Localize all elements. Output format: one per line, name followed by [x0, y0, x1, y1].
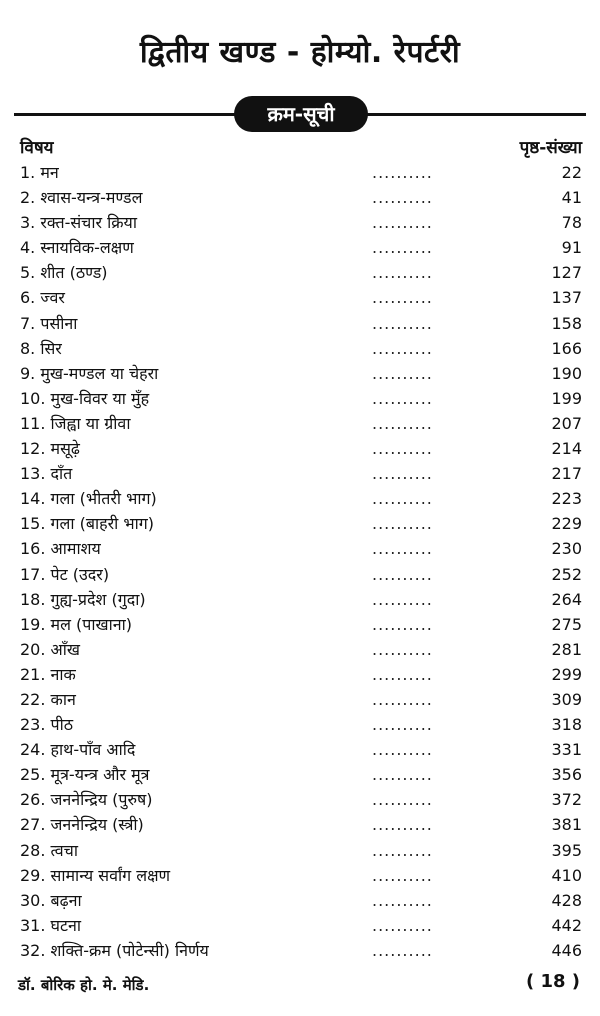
toc-entry-leader: ..........	[372, 890, 433, 910]
toc-entry-leader: ..........	[372, 539, 433, 559]
toc-entry-label: 8. सिर	[20, 338, 62, 358]
toc-entry	[0, 612, 600, 637]
toc-entry	[0, 260, 600, 285]
toc-entry-page: 207	[551, 413, 582, 433]
toc-entry	[0, 637, 600, 662]
toc-entry-page: 299	[551, 664, 582, 684]
toc-entry-leader: ..........	[372, 765, 433, 785]
toc-entry-page: 442	[551, 915, 582, 935]
toc-entry-page: 127	[551, 263, 582, 283]
toc-entry-page: 264	[551, 589, 582, 609]
toc-entry-page: 91	[561, 238, 582, 258]
toc-entry-leader: ..........	[372, 915, 433, 935]
toc-entry-leader: ..........	[372, 840, 433, 860]
book-title-footer: डॉ. बोरिक हो. मे. मेडि.	[18, 976, 150, 994]
toc-entry	[0, 361, 600, 386]
toc-entry-label: 26. जननेन्द्रिय (पुरुष)	[20, 790, 153, 810]
toc-entry-leader: ..........	[372, 564, 433, 584]
toc-entry	[0, 687, 600, 712]
toc-entry-page: 199	[551, 388, 582, 408]
toc-entry	[0, 511, 600, 536]
toc-entry-label: 30. बढ़ना	[20, 890, 82, 910]
toc-entry-label: 16. आमाशय	[20, 539, 101, 559]
section-title: द्वितीय खण्ड - होम्यो. रेपर्टरी	[139, 35, 461, 70]
toc-entry-page: 22	[561, 163, 582, 182]
toc-entry	[0, 311, 600, 336]
toc-entry-leader: ..........	[372, 213, 433, 233]
toc-entry	[0, 411, 600, 436]
toc-entry	[0, 536, 600, 561]
toc-entry-label: 23. पीठ	[20, 715, 74, 735]
toc-entry	[0, 913, 600, 938]
toc-entry-label: 11. जिह्वा या ग्रीवा	[20, 413, 131, 433]
toc-entry-page: 217	[551, 464, 582, 484]
toc-entry-leader: ..........	[372, 413, 433, 433]
toc-entry-label: 3. रक्त-संचार क्रिया	[20, 213, 137, 233]
toc-entry-leader: ..........	[372, 238, 433, 258]
subject-header: विषय	[20, 138, 54, 158]
toc-entry	[0, 185, 600, 210]
toc-entry-label: 9. मुख-मण्डल या चेहरा	[20, 363, 159, 383]
toc-entry	[0, 587, 600, 612]
toc-entry-label: 10. मुख-विवर या मुँह	[20, 388, 150, 408]
toc-entry-leader: ..........	[372, 865, 433, 885]
toc-entry-leader: ..........	[372, 815, 433, 835]
toc-entry-leader: ..........	[372, 464, 433, 484]
toc-entry-leader: ..........	[372, 338, 433, 358]
toc-entry	[0, 210, 600, 235]
toc-entry	[0, 235, 600, 260]
toc-entry	[0, 787, 600, 812]
toc-entry-label: 18. गुह्य-प्रदेश (गुदा)	[20, 589, 146, 609]
toc-entry-label: 24. हाथ-पाँव आदि	[20, 740, 136, 760]
toc-entry-leader: ..........	[372, 263, 433, 283]
toc-entry-label: 15. गला (बाहरी भाग)	[20, 514, 155, 534]
toc-entry-page: 223	[551, 489, 582, 509]
toc-entry-label: 21. नाक	[20, 664, 76, 684]
toc-entry-label: 5. शीत (ठण्ड)	[20, 263, 108, 283]
toc-entry	[0, 386, 600, 411]
toc-entry	[0, 762, 600, 787]
toc-entry-label: 27. जननेन्द्रिय (स्त्री)	[20, 815, 144, 835]
contents-badge: क्रम-सूची	[234, 96, 368, 132]
toc-entry	[0, 712, 600, 737]
toc-entry-page: 395	[551, 840, 582, 860]
toc-entry	[0, 838, 600, 863]
toc-entry-label: 28. त्वचा	[20, 840, 78, 860]
toc-entry-label: 22. कान	[20, 689, 76, 709]
toc-entry-page: 356	[551, 765, 582, 785]
toc-entry-leader: ..........	[372, 163, 433, 182]
toc-entry-label: 6. ज्वर	[20, 288, 65, 308]
toc-entry-page: 137	[551, 288, 582, 308]
toc-entry-page: 446	[551, 940, 582, 960]
toc-entry	[0, 285, 600, 310]
toc-entry	[0, 888, 600, 913]
toc-entry-page: 252	[551, 564, 582, 584]
toc-entry-page: 331	[551, 740, 582, 760]
toc-entry-leader: ..........	[372, 313, 433, 333]
toc-entry-page: 78	[561, 213, 582, 233]
toc-entry-leader: ..........	[372, 715, 433, 735]
toc-entry-leader: ..........	[372, 363, 433, 383]
toc-entry-leader: ..........	[372, 188, 433, 208]
toc-entry-leader: ..........	[372, 664, 433, 684]
toc-entry-label: 25. मूत्र-यन्त्र और मूत्र	[20, 765, 150, 785]
toc-entry-label: 32. शक्ति-क्रम (पोटेन्सी) निर्णय	[20, 940, 209, 960]
toc-entry-leader: ..........	[372, 514, 433, 534]
toc-entry-page: 318	[551, 715, 582, 735]
toc-entry-page: 309	[551, 689, 582, 709]
toc-entry-page: 158	[551, 313, 582, 333]
toc-entry-leader: ..........	[372, 790, 433, 810]
toc-entry-leader: ..........	[372, 940, 433, 960]
toc-entry-page: 281	[551, 639, 582, 659]
toc-entry	[0, 562, 600, 587]
toc-entry-page: 428	[551, 890, 582, 910]
toc-entry-label: 29. सामान्य सर्वांग लक्षण	[20, 865, 171, 885]
toc-entry-leader: ..........	[372, 439, 433, 459]
toc-entry-page: 410	[551, 865, 582, 885]
toc-entry	[0, 812, 600, 837]
toc-entry-leader: ..........	[372, 614, 433, 634]
toc-entry	[0, 160, 600, 185]
toc-entry	[0, 863, 600, 888]
toc-entry-label: 14. गला (भीतरी भाग)	[20, 489, 157, 509]
toc-entry-leader: ..........	[372, 689, 433, 709]
toc-entry-page: 275	[551, 614, 582, 634]
toc-entry-label: 7. पसीना	[20, 313, 78, 333]
toc-entry-label: 1. मन	[20, 163, 59, 182]
toc-entry-leader: ..........	[372, 740, 433, 760]
toc-entry	[0, 436, 600, 461]
toc-entry-page: 229	[551, 514, 582, 534]
toc-entry-label: 12. मसूढ़े	[20, 439, 80, 459]
toc-entry-page: 372	[551, 790, 582, 810]
toc-entry	[0, 486, 600, 511]
page-number-header: पृष्ठ-संख्या	[519, 138, 582, 158]
toc-entry-leader: ..........	[372, 288, 433, 308]
toc-entry-label: 31. घटना	[20, 915, 82, 935]
toc-entry-label: 17. पेट (उदर)	[20, 564, 110, 584]
toc-entry	[0, 662, 600, 687]
page-number-footer: ( 18 )	[525, 971, 580, 992]
toc-entry-page: 381	[551, 815, 582, 835]
toc-entry-page: 166	[551, 338, 582, 358]
toc-entry-leader: ..........	[372, 388, 433, 408]
toc-entry	[0, 938, 600, 963]
toc-entry	[0, 336, 600, 361]
toc-entry	[0, 461, 600, 486]
toc-entry-leader: ..........	[372, 639, 433, 659]
toc-entry-label: 20. आँख	[20, 639, 80, 659]
toc-entry	[0, 737, 600, 762]
toc-entry-page: 230	[551, 539, 582, 559]
toc-entry-label: 4. स्नायविक-लक्षण	[20, 238, 134, 258]
toc-entry-page: 41	[561, 188, 582, 208]
toc-entry-label: 13. दाँत	[20, 464, 73, 484]
table-of-contents	[0, 160, 600, 963]
toc-entry-leader: ..........	[372, 489, 433, 509]
toc-entry-label: 19. मल (पाखाना)	[20, 614, 133, 634]
toc-entry-label: 2. श्वास-यन्त्र-मण्डल	[20, 188, 143, 208]
toc-entry-page: 214	[551, 439, 582, 459]
toc-entry-page: 190	[551, 363, 582, 383]
toc-entry-leader: ..........	[372, 589, 433, 609]
